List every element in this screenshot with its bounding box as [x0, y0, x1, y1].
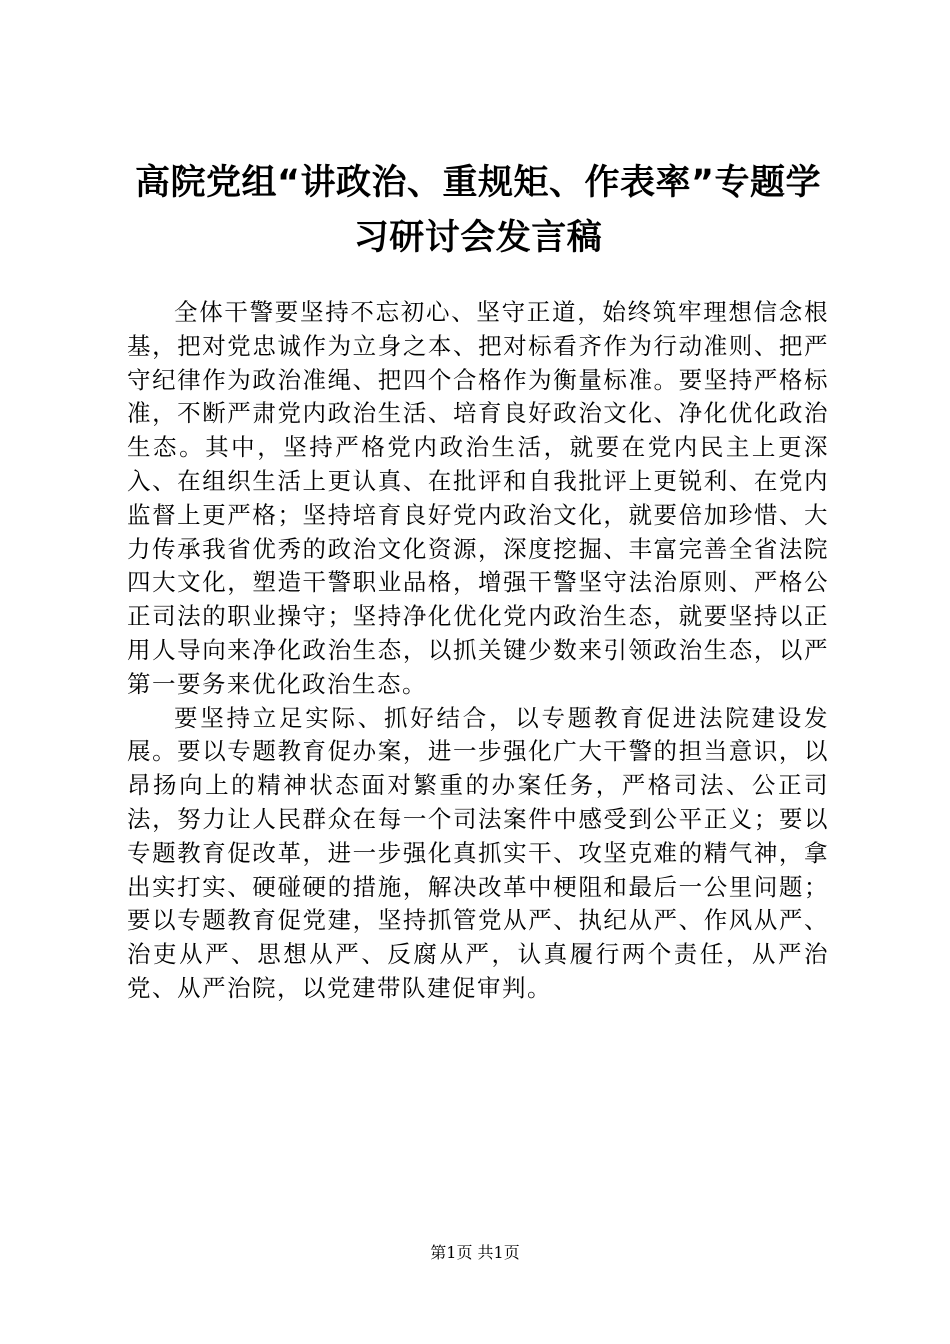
body-paragraph-1: 全体干警要坚持不忘初心、坚守正道，始终筑牢理想信念根基，把对党忠诚作为立身之本、把对标看齐作为行动准则、把严守纪律作为政治准绳、把四个合格作为衡量标准。要坚持严格标准，不断严肃党内政治生活、培育良好政治文化、净化优化政治生态。其中，坚持严格党内政治生活，就要在党内民主上更深入、在组织生活上更认真、在批评和自我批评上更锐利、在党内监督上更严格；坚持培育良好党内政治文化，就要倍加珍惜、大力传承我省优秀的政治文化资源，深度挖掘、丰富完善全省法院四大文化，塑造干警职业品格，增强干警坚守法治原则、严格公正司法的职业操守；坚持净化优化党内政治生态，就要坚持以正用人导向来净化政治生态，以抓关键少数来引领政治生态，以严第一要务来优化政治生态。 — [127, 298, 829, 698]
document-body — [127, 296, 829, 1006]
body-paragraph-2: 要坚持立足实际、抓好结合，以专题教育促进法院建设发展。要以专题教育促办案，进一步强化广大干警的担当意识，以昂扬向上的精神状态面对繁重的办案任务，严格司法、公正司法，努力让人民群众在每一个司法案件中感受到公平正义；要以专题教育促改革，进一步强化真抓实干、攻坚克难的精气神，拿出实打实、硬碰硬的措施，解决改革中梗阻和最后一公里问题；要以专题教育促党建，坚持抓管党从严、执纪从严、作风从严、治吏从严、思想从严、反腐从严，认真履行两个责任，从严治党、从严治院，以党建带队建促审判。 — [127, 703, 829, 1002]
document-title — [122, 156, 834, 266]
page-number-footer: 第1页 共1页 — [430, 1243, 520, 1262]
title-line-2: 习研讨会发言稿 — [353, 218, 603, 258]
title-line-1: 高院党组“讲政治、重规矩、作表率”专题学 — [134, 163, 821, 203]
